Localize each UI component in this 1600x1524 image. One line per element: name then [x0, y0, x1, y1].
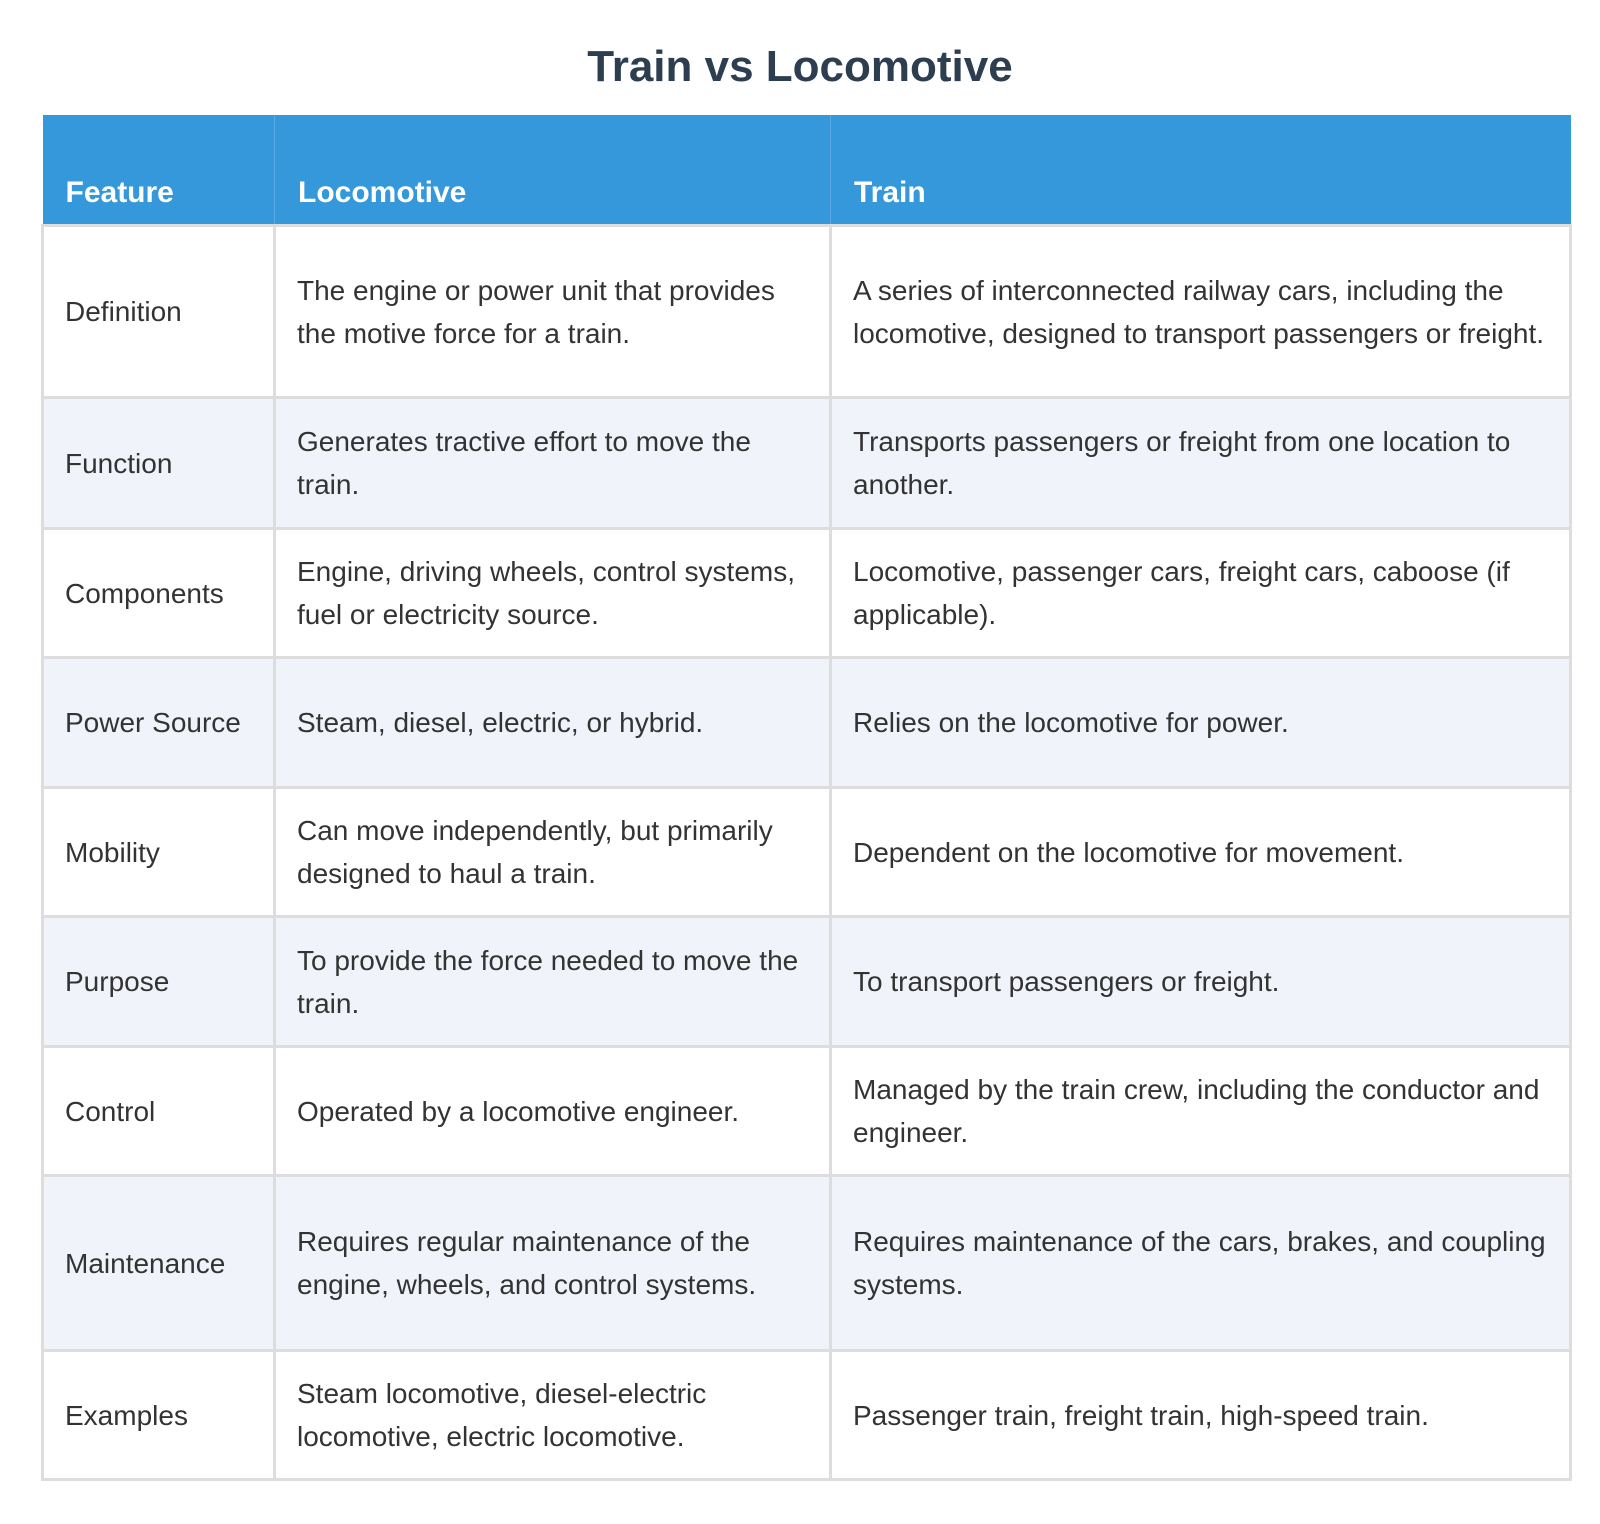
page-title: Train vs Locomotive	[587, 42, 1013, 91]
table-row	[43, 1351, 1571, 1480]
table-row	[43, 1176, 1571, 1351]
locomotive-cell: The engine or power unit that provides the motive force for a train.	[275, 226, 831, 398]
feature-cell: Mobility	[43, 788, 275, 917]
feature-cell: Power Source	[43, 658, 275, 788]
train-cell: Relies on the locomotive for power.	[831, 658, 1571, 788]
feature-cell: Maintenance	[43, 1176, 275, 1351]
locomotive-cell: Steam, diesel, electric, or hybrid.	[275, 658, 831, 788]
train-cell: To transport passengers or freight.	[831, 917, 1571, 1047]
locomotive-cell: Steam locomotive, diesel-electric locomotive, electric locomotive.	[275, 1351, 831, 1480]
locomotive-cell: Generates tractive effort to move the train.	[275, 398, 831, 529]
locomotive-cell: To provide the force needed to move the train.	[275, 917, 831, 1047]
feature-cell: Examples	[43, 1351, 275, 1480]
table-row	[43, 1047, 1571, 1176]
locomotive-cell: Engine, driving wheels, control systems, fuel or electricity source.	[275, 529, 831, 658]
table-row	[43, 529, 1571, 658]
train-cell: A series of interconnected railway cars, including the locomotive, designed to transport passengers or freight.	[831, 226, 1571, 398]
locomotive-cell: Requires regular maintenance of the engine, wheels, and control systems.	[275, 1176, 831, 1351]
comparison-table	[41, 115, 1572, 1481]
table-row	[43, 226, 1571, 398]
feature-cell: Purpose	[43, 917, 275, 1047]
train-cell: Passenger train, freight train, high-speed train.	[831, 1351, 1571, 1480]
table-row	[43, 658, 1571, 788]
table-row	[43, 788, 1571, 917]
feature-cell: Definition	[43, 226, 275, 398]
train-cell: Locomotive, passenger cars, freight cars, caboose (if applicable).	[831, 529, 1571, 658]
train-cell: Dependent on the locomotive for movement.	[831, 788, 1571, 917]
header-train: Train	[831, 115, 1571, 226]
feature-cell: Components	[43, 529, 275, 658]
train-cell: Managed by the train crew, including the conductor and engineer.	[831, 1047, 1571, 1176]
header-row	[43, 115, 1571, 226]
feature-cell: Control	[43, 1047, 275, 1176]
table-row	[43, 917, 1571, 1047]
table-row	[43, 398, 1571, 529]
locomotive-cell: Can move independently, but primarily designed to haul a train.	[275, 788, 831, 917]
header-feature: Feature	[43, 115, 275, 226]
locomotive-cell: Operated by a locomotive engineer.	[275, 1047, 831, 1176]
header-locomotive: Locomotive	[275, 115, 831, 226]
train-cell: Transports passengers or freight from one location to another.	[831, 398, 1571, 529]
train-cell: Requires maintenance of the cars, brakes, and coupling systems.	[831, 1176, 1571, 1351]
feature-cell: Function	[43, 398, 275, 529]
